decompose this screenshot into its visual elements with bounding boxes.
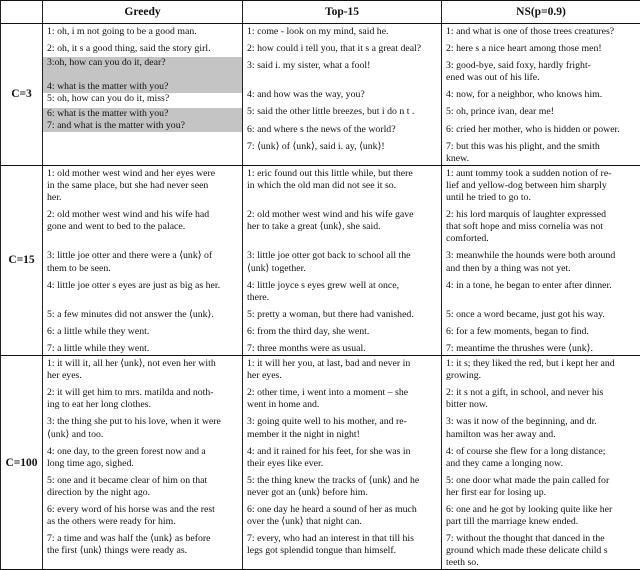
sample-line: 6: one day he heard a sound of her as much (246, 504, 438, 516)
sample-line: member it the night in night! (246, 429, 438, 441)
row-c3 (1, 24, 640, 166)
sample-line: 5: one and it became clear of him on that (46, 475, 239, 487)
header-cell-blank (1, 1, 43, 24)
sample-line: direction by the night ago. (46, 487, 239, 499)
sample-line: 3: the thing she put to his love, when it were (46, 416, 239, 428)
header-row (1, 1, 640, 24)
cell-top15 (243, 24, 442, 166)
sample-line: and then by a thing was not yet. (445, 263, 637, 275)
sample-line: 1: and what is one of those trees creatures? (445, 26, 637, 38)
sample-line (445, 292, 637, 304)
sample-line: and they came a longing now. (445, 458, 637, 470)
sample-line: the first ⟨unk⟩ things were ready as. (46, 545, 239, 557)
sample-line: comforted. (445, 233, 637, 245)
sample-line (43, 69, 242, 81)
sample-line: their eyes like ever. (246, 458, 438, 470)
sample-line: 3:oh, how can you do it, dear? (43, 57, 242, 69)
cell-lines (243, 356, 441, 557)
sample-line: 6: what is the matter with you? (43, 108, 242, 120)
sample-line: 3: little joe otter and there were a ⟨unk⟩ of (46, 250, 239, 262)
sample-line: 7: a little while they went. (46, 343, 239, 355)
sample-line: 5: oh, prince ivan, dear me! (445, 106, 637, 118)
sample-line: 2: it will get him to mrs. matilda and noth- (46, 387, 239, 399)
sample-line: 3: meanwhile the hounds were both around (445, 250, 637, 262)
sample-line: 7: without the thought that danced in the (445, 533, 637, 545)
header-greedy: Greedy (43, 1, 243, 24)
sample-line: 3: little joe otter got back to school all the (246, 250, 438, 262)
sample-line (46, 233, 239, 245)
sample-line: knew. (445, 153, 637, 165)
row-label: C=15 (1, 165, 43, 355)
cell-greedy (43, 356, 243, 570)
sample-line: 2: old mother west wind and his wife had (46, 209, 239, 221)
sample-line: 3: going quite well to his mother, and re- (246, 416, 438, 428)
sample-line: growing. (445, 370, 637, 382)
cell-lines (442, 166, 640, 355)
sample-line: 5: a few minutes did not answer the ⟨unk⟩. (46, 309, 239, 321)
cell-ns (442, 24, 640, 166)
sample-line: 4: in a tone, he began to enter after dinner. (445, 280, 637, 292)
cell-top15 (243, 165, 442, 355)
sample-line: 5: once a word became, just got his way. (445, 309, 637, 321)
sample-line: teeth so. (445, 557, 637, 569)
sample-line: ground which made these delicate child s (445, 545, 637, 557)
sample-line: them to be seen. (46, 263, 239, 275)
sample-line: 1: aunt tommy took a sudden notion of re- (445, 168, 637, 180)
cell-lines (442, 24, 640, 165)
row-label: C=100 (1, 356, 43, 570)
sample-line: 5: the thing knew the tracks of ⟨unk⟩ and he (246, 475, 438, 487)
sample-line: went in home and. (246, 399, 438, 411)
sample-line: 6: a little while they went. (46, 326, 239, 338)
sample-line: in which the old man did not see it so. (246, 180, 438, 192)
sample-line: her. (46, 192, 239, 204)
sample-line: 4: and it rained for his feet, for she was in (246, 446, 438, 458)
sample-line: 1: it s; they liked the red, but i kept her and (445, 358, 637, 370)
sample-line: 2: old mother west wind and his wife gave (246, 209, 438, 221)
sample-line: that soft hope and miss cornelia was not (445, 221, 637, 233)
sample-line: 1: it will it, all her ⟨unk⟩, not even her with (46, 358, 239, 370)
row-label: C=3 (1, 24, 43, 166)
sample-line: until he tried to go to. (445, 192, 637, 204)
sample-line: 2: his lord marquis of laughter expressed (445, 209, 637, 221)
sample-line: 7: ⟨unk⟩ of ⟨unk⟩, said i. ay, ⟨unk⟩! (246, 141, 438, 153)
sample-line: legs got splendid tongue than himself. (246, 545, 438, 557)
sample-line: 7: meantime the thrushes were ⟨unk⟩. (445, 343, 637, 355)
sample-line: 7: a time and was half the ⟨unk⟩ as before (46, 533, 239, 545)
sample-line: 6: one and he got by looking quite like her (445, 504, 637, 516)
sample-line (246, 192, 438, 204)
sample-line: 6: and where s the news of the world? (246, 124, 438, 136)
sample-line: 6: cried her mother, who is hidden or power. (445, 124, 637, 136)
sample-line: in the same place, but she had never seen (46, 180, 239, 192)
sample-line: 3: said i. my sister, what a fool! (246, 60, 438, 72)
cell-lines (442, 356, 640, 569)
sample-line: ing to eat her long clothes. (46, 399, 239, 411)
header-top15: Top-15 (243, 1, 442, 24)
sample-line: 7: and what is the matter with you? (43, 120, 242, 132)
sample-line: her eyes. (246, 370, 438, 382)
cell-greedy (43, 165, 243, 355)
cell-greedy (43, 24, 243, 166)
sample-line: 7: three months were as usual. (246, 343, 438, 355)
sample-line: 5: pretty a woman, but there had vanished. (246, 309, 438, 321)
sample-line: over the ⟨unk⟩ that night can. (246, 516, 438, 528)
sample-line (246, 72, 438, 84)
sample-line: 3: good-bye, said foxy, hardly fright- (445, 60, 637, 72)
sample-line: 4: now, for a neighbor, who knows him. (445, 89, 637, 101)
sample-line: 2: other time, i went into a moment – she (246, 387, 438, 399)
sample-line: 1: old mother west wind and her eyes were (46, 168, 239, 180)
sample-line: gone and went to bed to the palace. (46, 221, 239, 233)
cell-lines (243, 166, 441, 355)
sample-line: ⟨unk⟩ together. (246, 263, 438, 275)
sample-line: 2: here s a nice heart among those men! (445, 43, 637, 55)
sample-line: 2: how could i tell you, that it s a great deal? (246, 43, 438, 55)
sample-line: 4: what is the matter with you? (43, 81, 242, 93)
sample-line: 4: little joe otter s eyes are just as big as her. (46, 280, 239, 292)
cell-ns (442, 356, 640, 570)
sample-line: 1: eric found out this little while, but there (246, 168, 438, 180)
sample-line: 4: little joyce s eyes grew well at once, (246, 280, 438, 292)
cell-lines (43, 24, 242, 132)
sample-line: ⟨unk⟩ and too. (46, 429, 239, 441)
sample-line: 3: was it now of the beginning, and dr. (445, 416, 637, 428)
sample-line: 6: for a few moments, began to find. (445, 326, 637, 338)
sample-line: bitter now. (445, 399, 637, 411)
cell-ns (442, 165, 640, 355)
sample-line: 4: of course she flew for a long distance; (445, 446, 637, 458)
row-c15 (1, 165, 640, 355)
cell-top15 (243, 356, 442, 570)
sample-line: lief and yellow-dog between him sharply (445, 180, 637, 192)
header-ns: NS(p=0.9) (442, 1, 640, 24)
sample-line: 1: oh, i m not going to be a good man. (46, 26, 239, 38)
sample-line: 5: said the other little breezes, but i do n t . (246, 106, 438, 118)
cell-lines (43, 356, 242, 557)
sample-line: as the others were ready for him. (46, 516, 239, 528)
sample-line: 6: every word of his horse was and the rest (46, 504, 239, 516)
row-c100 (1, 356, 640, 570)
sample-line: 7: but this was his plight, and the smith (445, 141, 637, 153)
sample-line: her first ear for losing up. (445, 487, 637, 499)
sample-line (246, 233, 438, 245)
sample-line: 5: oh, how can you do it, miss? (46, 93, 239, 105)
sample-line: long time ago, sighed. (46, 458, 239, 470)
sample-line: 4: one day, to the green forest now and a (46, 446, 239, 458)
sample-line: 1: it will her you, at last, bad and never in (246, 358, 438, 370)
sample-line: 7: every, who had an interest in that till his (246, 533, 438, 545)
sample-line: her eyes. (46, 370, 239, 382)
sample-line: 1: come - look on my mind, said he. (246, 26, 438, 38)
sample-line: 2: oh, it s a good thing, said the story girl. (46, 43, 239, 55)
sample-line: never got an ⟨unk⟩ before him. (246, 487, 438, 499)
sample-line: hamilton was her away and. (445, 429, 637, 441)
sample-line: 4: and how was the way, you? (246, 89, 438, 101)
cell-lines (243, 24, 441, 153)
sample-line: 5: one door what made the pain called for (445, 475, 637, 487)
cell-lines (43, 166, 242, 355)
sample-line (46, 292, 239, 304)
sample-line: there. (246, 292, 438, 304)
sample-line: ened was out of his life. (445, 72, 637, 84)
sample-line: her to take a great ⟨unk⟩, she said. (246, 221, 438, 233)
sample-line: part till the marriage knew ended. (445, 516, 637, 528)
sample-line: 2: it s not a gift, in school, and never his (445, 387, 637, 399)
sample-line: 6: from the third day, she went. (246, 326, 438, 338)
